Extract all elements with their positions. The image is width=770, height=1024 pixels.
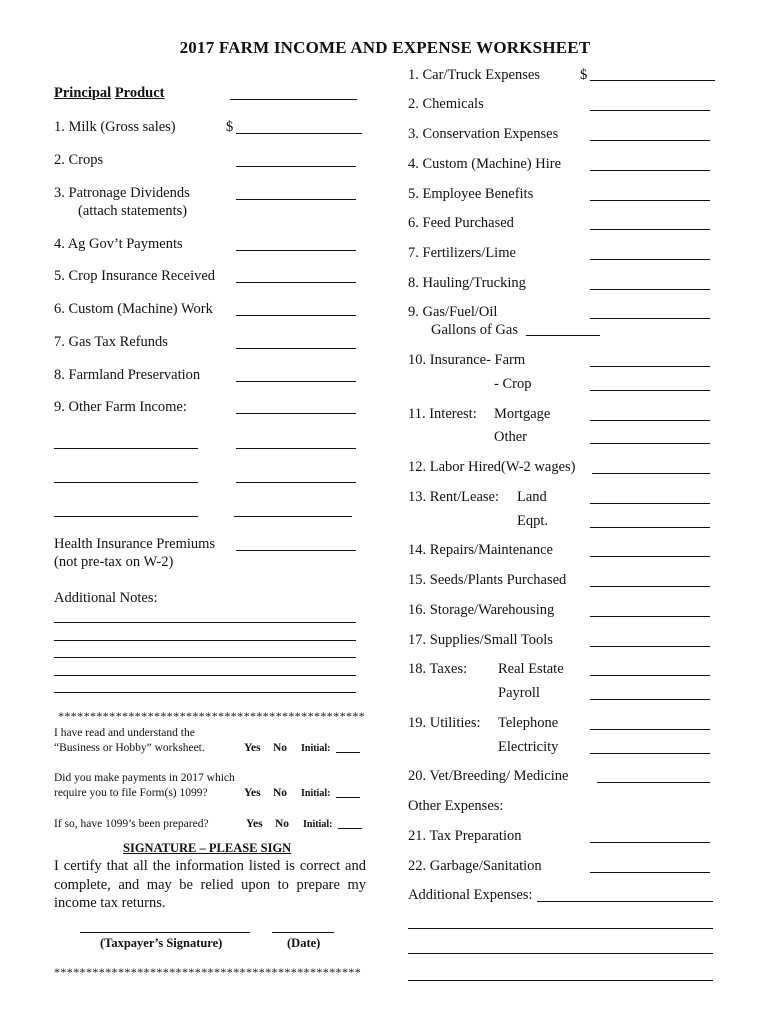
expense-repairs-label: 14. Repairs/Maintenance — [408, 542, 553, 558]
additional-expenses-label: Additional Expenses: — [408, 887, 533, 903]
income-farmland-field[interactable] — [236, 381, 356, 382]
expense-hauling-label: 8. Hauling/Trucking — [408, 275, 526, 291]
principal-product-header — [54, 84, 165, 102]
expense-real-estate-label: Real Estate — [498, 661, 564, 677]
expense-mortgage-label: Mortgage — [494, 406, 551, 422]
other-income-desc-3[interactable] — [54, 516, 198, 517]
notes-line-3[interactable] — [54, 657, 356, 658]
expense-land-label: Land — [517, 489, 547, 505]
certification-text: I certify that all the information listed is correct and complete, and may be relied upon to prepare my income tax returns. — [54, 858, 366, 911]
expense-electricity-field[interactable] — [590, 753, 710, 754]
expense-gas-fuel-label: 9. Gas/Fuel/Oil — [408, 304, 498, 320]
income-ag-gov-field[interactable] — [236, 250, 356, 251]
expense-mortgage-field[interactable] — [590, 420, 710, 421]
expense-conservation-field[interactable] — [590, 140, 710, 141]
income-patronage-field[interactable] — [236, 199, 356, 200]
expense-tax-prep-label: 21. Tax Preparation — [408, 828, 522, 844]
other-income-amount-3[interactable] — [234, 516, 352, 517]
expense-interest-other-field[interactable] — [590, 443, 710, 444]
expense-insurance-crop-field[interactable] — [590, 390, 710, 391]
expense-employee-benefits-label: 5. Employee Benefits — [408, 186, 534, 202]
additional-expenses-field-2[interactable] — [408, 928, 713, 929]
gallons-field[interactable] — [526, 335, 600, 336]
expense-utilities-label: 19. Utilities: — [408, 715, 481, 731]
expense-car-truck-field[interactable] — [590, 80, 715, 81]
expense-garbage-field[interactable] — [590, 872, 710, 873]
q3-initial-label: Initial: — [303, 819, 333, 830]
expense-garbage-label: 22. Garbage/Sanitation — [408, 858, 542, 874]
notes-line-2[interactable] — [54, 640, 356, 641]
expense-insurance-farm-field[interactable] — [590, 366, 710, 367]
income-patronage-label: 3. Patronage Dividends — [54, 185, 190, 201]
expense-rent-lease-label: 13. Rent/Lease: — [408, 489, 500, 505]
divider-stars-bottom: ************************************************ — [54, 965, 362, 979]
q2-initial-label: Initial: — [301, 788, 331, 799]
expense-payroll-field[interactable] — [590, 699, 710, 700]
other-expenses-label: Other Expenses: — [408, 798, 504, 814]
health-insurance-sub: (not pre-tax on W-2) — [54, 554, 174, 570]
health-insurance-label: Health Insurance Premiums — [54, 536, 216, 552]
principal-label: Principal — [54, 85, 112, 101]
income-crop-insurance-label: 5. Crop Insurance Received — [54, 268, 216, 284]
expense-electricity-label: Electricity — [498, 739, 559, 755]
q3-yes[interactable]: Yes — [246, 818, 263, 830]
income-ag-gov-label: 4. Ag Gov’t Payments — [54, 236, 183, 252]
other-income-amount-2[interactable] — [236, 482, 356, 483]
expense-storage-label: 16. Storage/Warehousing — [408, 602, 555, 618]
expense-interest-other-label: Other — [494, 429, 528, 445]
expense-repairs-field[interactable] — [590, 556, 710, 557]
income-gas-tax-field[interactable] — [236, 348, 356, 349]
income-custom-work-field[interactable] — [236, 315, 356, 316]
additional-expenses-field-3[interactable] — [408, 953, 713, 954]
dollar-sign: $ — [226, 119, 234, 135]
other-income-amount-1[interactable] — [236, 448, 356, 449]
expense-vet-field[interactable] — [597, 782, 710, 783]
income-crop-insurance-field[interactable] — [236, 282, 356, 283]
expense-chemicals-label: 2. Chemicals — [408, 96, 484, 112]
expense-vet-label: 20. Vet/Breeding/ Medicine — [408, 768, 569, 784]
q3-no[interactable]: No — [275, 818, 290, 830]
expense-land-field[interactable] — [590, 503, 710, 504]
expense-fertilizers-field[interactable] — [590, 259, 710, 260]
income-milk-label: 1. Milk (Gross sales) — [54, 119, 176, 135]
expense-hauling-field[interactable] — [590, 289, 710, 290]
expense-gas-fuel-field[interactable] — [590, 318, 710, 319]
other-income-desc-2[interactable] — [54, 482, 198, 483]
q2-line2: require you to file Form(s) 1099? — [54, 787, 208, 799]
income-patronage-sub: (attach statements) — [78, 203, 188, 219]
expense-car-truck-label: 1. Car/Truck Expenses — [408, 67, 540, 83]
income-crops-field[interactable] — [236, 166, 356, 167]
date-label: (Date) — [287, 936, 321, 950]
expense-insurance-crop-label: - Crop — [494, 376, 532, 392]
income-milk-field[interactable] — [236, 133, 362, 134]
income-other-label: 9. Other Farm Income: — [54, 399, 187, 415]
expense-eqpt-label: Eqpt. — [517, 513, 549, 529]
expense-telephone-field[interactable] — [590, 729, 710, 730]
notes-line-5[interactable] — [54, 692, 356, 693]
q1-no[interactable]: No — [273, 742, 288, 754]
expense-real-estate-field[interactable] — [590, 675, 710, 676]
expense-payroll-label: Payroll — [498, 685, 540, 701]
expense-supplies-label: 17. Supplies/Small Tools — [408, 632, 553, 648]
health-insurance-field[interactable] — [236, 550, 356, 551]
q1-line2: “Business or Hobby” worksheet. — [54, 742, 205, 754]
income-gas-tax-label: 7. Gas Tax Refunds — [54, 334, 168, 350]
expense-fertilizers-label: 7. Fertilizers/Lime — [408, 245, 516, 261]
additional-expenses-field-1[interactable] — [537, 901, 713, 902]
page-title: 2017 FARM INCOME AND EXPENSE WORKSHEET — [179, 38, 591, 57]
date-field[interactable] — [272, 932, 334, 933]
other-income-desc-1[interactable] — [54, 448, 198, 449]
expense-chemicals-field[interactable] — [590, 110, 710, 111]
q3-text: If so, have 1099’s been prepared? — [54, 818, 209, 830]
q2-initial-field[interactable] — [336, 797, 360, 798]
q2-yes[interactable]: Yes — [244, 787, 261, 799]
q1-initial-label: Initial: — [301, 743, 331, 754]
expense-supplies-field[interactable] — [590, 646, 710, 647]
income-farmland-label: 8. Farmland Preservation — [54, 367, 201, 383]
expense-taxes-label: 18. Taxes: — [408, 661, 468, 677]
notes-line-4[interactable] — [54, 675, 356, 676]
gallons-label: Gallons of Gas — [431, 322, 518, 338]
product-label: Product — [114, 85, 165, 101]
income-custom-work-label: 6. Custom (Machine) Work — [54, 301, 213, 317]
divider-stars-top: ************************************************ — [58, 709, 366, 723]
principal-product-field[interactable] — [230, 99, 357, 100]
expense-insurance-farm-label: 10. Insurance- Farm — [408, 352, 526, 368]
expense-tax-prep-field[interactable] — [590, 842, 710, 843]
taxpayer-signature-field[interactable] — [80, 932, 250, 933]
expense-telephone-label: Telephone — [498, 715, 559, 731]
expense-custom-hire-label: 4. Custom (Machine) Hire — [408, 156, 562, 172]
q1-line1: I have read and understand the — [54, 727, 195, 739]
expense-dollar-sign: $ — [580, 67, 588, 83]
expense-conservation-label: 3. Conservation Expenses — [408, 126, 559, 142]
q2-no[interactable]: No — [273, 787, 288, 799]
q2-line1: Did you make payments in 2017 which — [54, 772, 235, 784]
signature-header: SIGNATURE – PLEASE SIGN — [123, 841, 292, 855]
additional-notes-label: Additional Notes: — [54, 590, 158, 606]
expense-eqpt-field[interactable] — [590, 527, 710, 528]
expense-storage-field[interactable] — [590, 616, 710, 617]
q3-initial-field[interactable] — [338, 828, 362, 829]
expense-labor-label: 12. Labor Hired(W-2 wages) — [408, 459, 576, 475]
expense-seeds-label: 15. Seeds/Plants Purchased — [408, 572, 567, 588]
taxpayer-signature-label: (Taxpayer’s Signature) — [100, 936, 223, 950]
q1-yes[interactable]: Yes — [244, 742, 261, 754]
q1-initial-field[interactable] — [336, 752, 360, 753]
expense-feed-field[interactable] — [590, 229, 710, 230]
additional-expenses-field-4[interactable] — [408, 980, 713, 981]
expense-labor-field[interactable] — [592, 473, 710, 474]
expense-interest-label: 11. Interest: — [408, 406, 477, 422]
expense-employee-benefits-field[interactable] — [590, 200, 710, 201]
expense-feed-label: 6. Feed Purchased — [408, 215, 514, 231]
notes-line-1[interactable] — [54, 622, 356, 623]
expense-custom-hire-field[interactable] — [590, 170, 710, 171]
income-crops-label: 2. Crops — [54, 152, 104, 168]
expense-seeds-field[interactable] — [590, 586, 710, 587]
income-other-field[interactable] — [236, 413, 356, 414]
